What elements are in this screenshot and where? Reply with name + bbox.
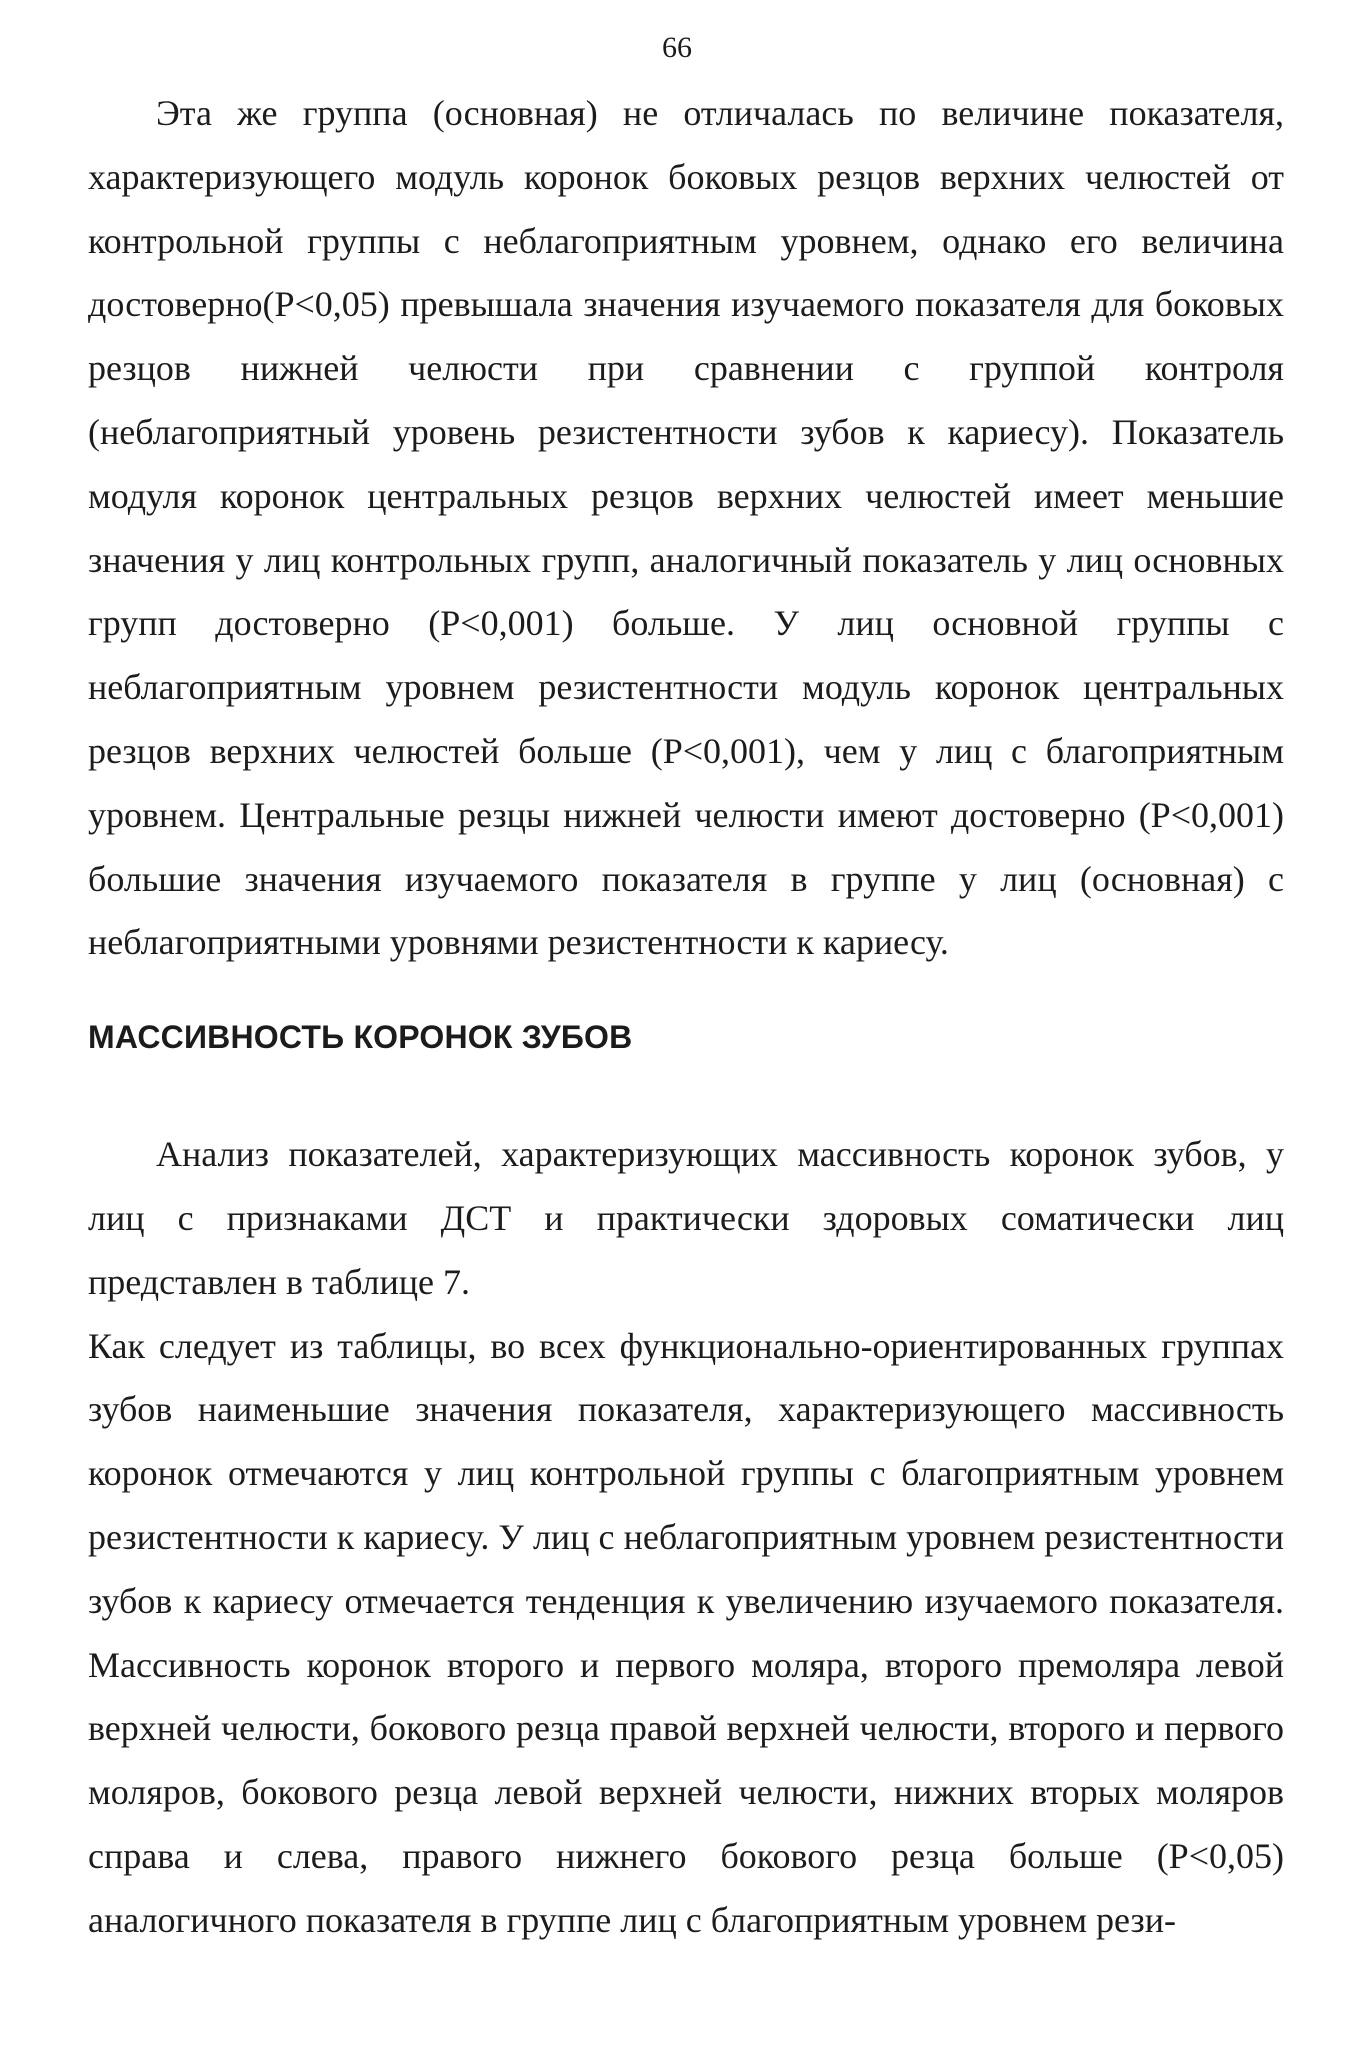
body-paragraph: Анализ показателей, характеризующих массивность коронок зубов, у лиц с признаками ДСТ и практически здоровых соматически лиц представлен в таблице 7. — [88, 1134, 1284, 1302]
page-body — [88, 82, 1284, 1953]
section-heading: МАССИВНОСТЬ КОРОНОК ЗУБОВ — [88, 1019, 633, 1056]
body-paragraph: Как следует из таблицы, во всех функционально-ориентированных группах зубов наименьшие значения показателя, характеризующего массивность коронок отмечаются у лиц контрольной группы с благоприятным уровнем резистентности к кариесу. У лиц с неблагоприятным уровнем резистентности зубов к кариесу отмечается тенденция к увеличению изучаемого показателя. Массивность коронок второго и первого моляра, второго премоляра левой верхней челюсти, бокового резца правой верхней челюсти, второго и первого моляров, бокового резца левой верхней челюсти, нижних вторых моляров справа и слева, правого нижнего бокового резца больше (P<0,05) аналогичного показателя в группе лиц с благоприятным уровнем рези- — [88, 1325, 1284, 1940]
body-paragraph: Эта же группа (основная) не отличалась по величине показателя, характеризующего модуль коронок боковых резцов верхних челюстей от контрольной группы с неблагоприятным уровнем, однако его величина достоверно(P<0,05) превышала значения изучаемого показателя для боковых резцов нижней челюсти при сравнении с группой контроля (неблагоприятный уровень резистентности зубов к кариесу). Показатель модуля коронок центральных резцов верхних челюстей имеет меньшие значения у лиц контрольных групп, аналогичный показатель у лиц основных групп достоверно (P<0,001) больше. У лиц основной группы с неблагоприятным уровнем резистентности модуль коронок центральных резцов верхних челюстей больше (P<0,001), чем у лиц с благоприятным уровнем. Центральные резцы нижней челюсти имеют достоверно (P<0,001) большие значения изучаемого показателя в группе у лиц (основная) с неблагоприятными уровнями резистентности к кариесу. — [88, 93, 1284, 963]
page-number: 66 — [662, 31, 692, 64]
